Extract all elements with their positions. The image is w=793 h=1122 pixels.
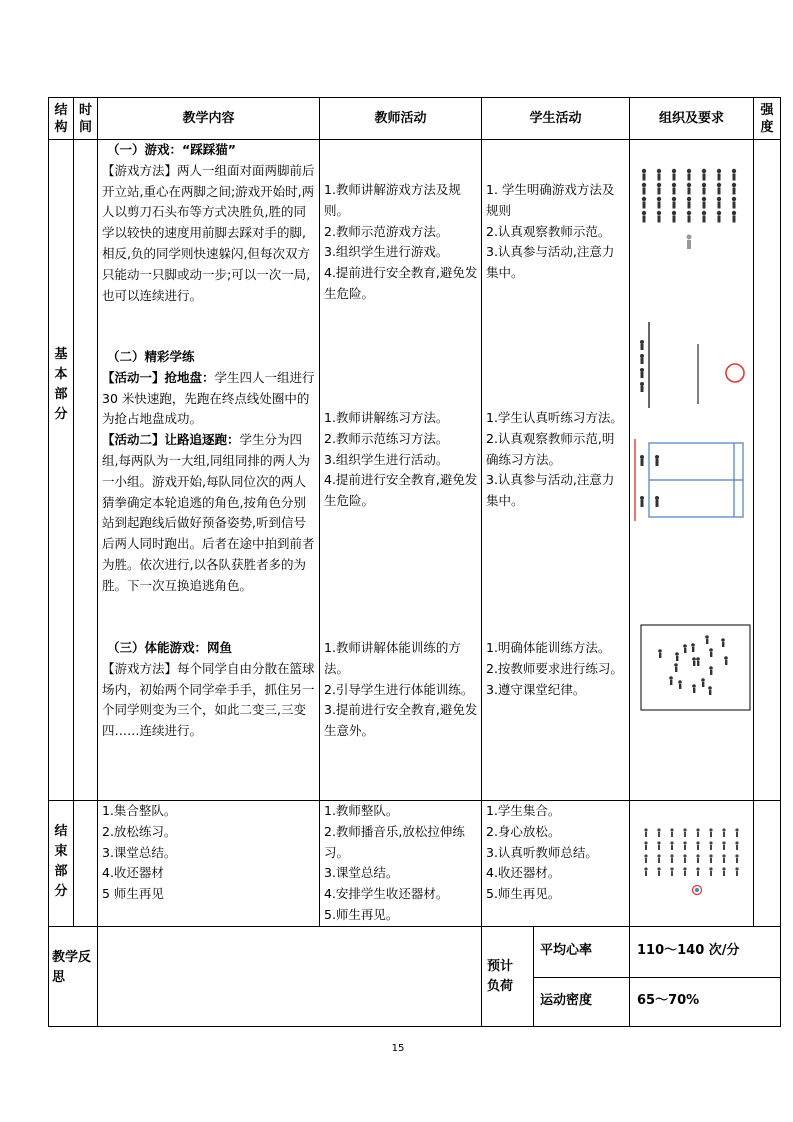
col-divider-time [97,97,98,1027]
load-label: 预计负荷 [487,959,514,994]
student-icon [669,676,673,685]
density-label: 运动密度 [540,993,593,1008]
student-icon [708,686,712,695]
student-icon [655,455,659,466]
header-student: 学生活动 [529,111,582,126]
student-icon [735,828,738,837]
activity1: 【活动一】抢地盘：学生四人一组进行 30 米快速跑，先跑在终点线处圈中的为抢占地盘成功。 [102,369,315,427]
student-icon [705,635,709,644]
student-icon [687,169,691,181]
teacher-icon [687,235,692,250]
chase-run-diagram [633,437,748,523]
col-divider-teacher [481,97,482,1027]
student-icon [675,652,679,661]
student-icon [709,648,713,657]
student-icon [709,828,712,837]
student-icon [640,455,644,466]
practice-teacher: 1.教师讲解练习方法。 2.教师示范练习方法。 3.组织学生进行活动。 4.提前进行安全教育,避免发生危险。 [324,410,478,509]
game1-title: （一）游戏：“踩踩猫” [107,142,236,157]
student-icon [692,684,696,693]
student-icon [658,649,662,658]
practice-title: （二）精彩学练 [107,349,195,364]
student-icon [657,828,660,837]
col-divider-load [533,927,534,1027]
col-divider-structure [73,97,74,927]
activity2: 【活动二】让路追逐跑：学生分为四组,每两队为一大组,同组同排的两人为一小组。游戏开始,每队同位次的两人猜拳确定本轮追逃的角色,按角色分别站到起跑线后做好预备姿势,听到信号后两人同时跑出。后者在途中拍到前者为胜。依次进行,以各队获胜者多的为胜。下一次互换追逃角色。 [102,432,315,593]
page-number: 15 [391,1043,405,1054]
col-divider-student [629,97,630,1027]
reflection-label: 教学反思 [52,950,92,985]
student-icon [732,169,736,181]
student-icon [640,382,644,392]
practice-student: 1.学生认真听练习方法。 2.认真观察教师示范,明确练习方法。 3.认真参与活动,注意力集中。 [486,410,623,509]
student-icon [696,828,699,837]
end-section-bottom-border [48,926,781,927]
load-row-divider [533,977,781,978]
student-icon [722,828,725,837]
student-icon [644,828,647,837]
student-icon [657,169,661,181]
student-icon [724,656,728,665]
student-icon [692,657,696,666]
game1-teacher: 1.教师讲解游戏方法及规则。 2.教师示范游戏方法。 3.组织学生进行游戏。 4.提前进行安全教育,避免发生危险。 [324,182,478,301]
student-icon [696,657,700,666]
heart-rate-value: 110～140 次/分 [637,943,740,958]
game1-content [102,140,316,306]
end-section-label: 结束部分 [54,824,68,899]
table-right-border [780,97,781,1027]
col-divider-content [319,97,320,927]
practice-content [102,347,316,597]
student-icon [683,644,687,653]
formation-diagram-game1 [634,165,744,255]
game3-student: 1.明确体能训练方法。 2.按教师要求进行练习。 3.遵守课堂纪律。 [486,640,623,697]
fishing-net-diagram [640,624,751,711]
formation-diagram-end [638,826,748,898]
student-icon [670,828,673,837]
student-icon [672,169,676,181]
basic-section-label: 基本部分 [54,347,68,422]
game3-method: 【游戏方法】每个同学自由分散在篮球场内，初始两个同学牵手手，抓住另一个同学则变为三个，如此二变三,三变四……连续进行。 [102,660,315,739]
student-icon [640,340,644,350]
end-teacher: 1.教师整队。 2.教师播音乐,放松拉伸练习。 3.课堂总结。 4.安排学生收还器材。 5.师生再见。 [324,803,465,922]
game3-title: （三）体能游戏：网鱼 [107,640,233,655]
header-time: 时间 [78,102,92,135]
sprint-diagram [636,320,748,412]
student-icon [717,169,721,181]
game1-method: 【游戏方法】两人一组面对面两脚前后开立站,重心在两脚之间;游戏开始时,两人以剪刀石头布等方式决胜负,胜的同学以较快的速度用前脚去踩对手的脚,相反,负的同学则快速躲闪,但每次双方只能动一只脚或动一步;可以一次一局,也可以连续进行。 [102,162,315,303]
student-icon [709,666,713,675]
col-divider-organization [753,97,754,927]
student-icon [640,354,644,364]
finish-circle [726,364,744,382]
teacher-icon [693,886,702,895]
student-icon [702,169,706,181]
game3-teacher: 1.教师讲解体能训练的方法。 2.引导学生进行体能训练。 3.提前进行安全教育,避免发生意外。 [324,640,478,739]
heart-rate-label: 平均心率 [540,943,593,958]
student-icon [640,496,644,507]
header-teacher: 教师活动 [374,111,427,126]
table-left-border [48,97,49,1027]
table-bottom-border [48,1026,781,1027]
student-icon [678,680,682,689]
student-icon [721,638,725,647]
header-intensity: 强度 [760,102,774,135]
student-icon [640,368,644,378]
student-icon [701,678,705,687]
header-organization: 组织及要求 [658,111,724,126]
student-icon [683,828,686,837]
game1-student: 1. 学生明确游戏方法及规则 2.认真观察教师示范。 3.认真参与活动,注意力集中。 [486,182,615,281]
end-content: 1.集合整队。 2.放松练习。 3.课堂总结。 4.收还器材 5 师生再见 [102,803,177,902]
header-content: 教学内容 [182,111,235,126]
student-icon [642,169,646,181]
density-value: 65～70% [637,993,700,1008]
student-icon [674,663,678,672]
student-icon [691,643,695,652]
game3-content [102,638,316,742]
student-icon [655,496,659,507]
header-structure: 结构 [54,102,68,135]
end-student: 1.学生集合。 2.身心放松。 3.认真听教师总结。 4.收还器材。 5.师生再见。 [486,803,598,902]
